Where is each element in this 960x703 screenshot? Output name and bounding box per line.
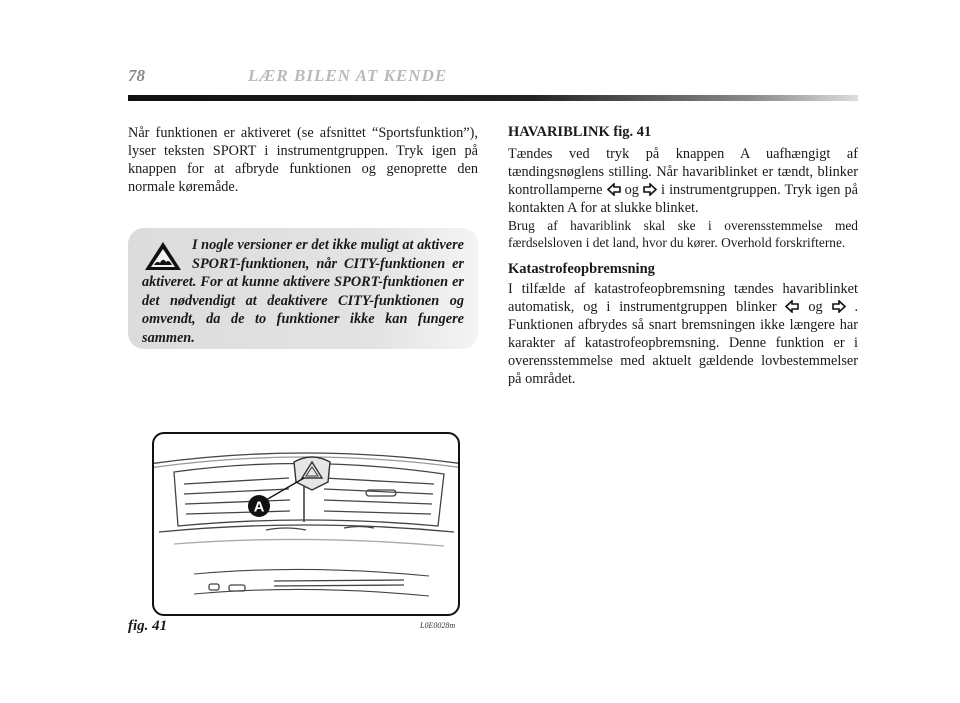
right-column [508, 124, 858, 388]
brake-and: og [808, 299, 823, 315]
left-column [128, 124, 478, 196]
figure-41 [152, 432, 460, 616]
hazard-text-2: i instrumentgruppen. Tryk igen på kontakten A for at slukke blinket. [508, 182, 858, 216]
page-number: 78 [128, 66, 145, 85]
callout-a: A [253, 498, 265, 516]
emergency-brake-subheading: Katastrofeopbremsning [508, 261, 655, 277]
regulation-note: Brug af havariblink skal ske i overensstemmelse med færdselsloven i det land, hvor du kører. Overhold forskrifterne. [508, 218, 858, 250]
warning-triangle-icon [142, 240, 184, 272]
brake-text-2: . Funktionen afbrydes så snart bremsningen ikke længere har karakter af katastrofeopbremsning. Denne funktion er i overensstemmelse med aktuelt gældende lovbestemmelser på området. [508, 299, 859, 387]
arrow-left-icon [785, 300, 799, 313]
arrow-left-icon [607, 183, 621, 196]
header-rule [128, 95, 858, 101]
emergency-brake-paragraph [508, 280, 858, 388]
dashboard-hazard-illustration [154, 434, 458, 614]
figure-label: fig. 41 [128, 618, 168, 634]
brake-text-1: I tilfælde af katastrofeopbremsning tændes havariblinket automatisk, og i instrumentgruppen blinker [508, 281, 858, 315]
hazard-paragraph [508, 145, 858, 217]
arrow-right-icon [832, 300, 846, 313]
warning-text: I nogle versioner er det ikke muligt at aktivere SPORT-funktionen, når CITY-funktionen er aktiveret. For at kunne aktivere SPORT-funktionen er det nødvendigt at deaktivere CITY-funktionen og omvendt, da de to funktioner ikke kan fungere sammen. [142, 237, 464, 346]
arrow-right-icon [643, 183, 657, 196]
running-title: LÆR BILEN AT KENDE [248, 66, 448, 85]
figure-code: L0E0028m [420, 621, 456, 630]
hazard-and-1: og [624, 182, 639, 198]
hazard-heading: HAVARIBLINK fig. 41 [508, 124, 652, 140]
sport-paragraph: Når funktionen er aktiveret (se afsnittet “Sportsfunktion”), lyser teksten SPORT i instrumentgruppen. Tryk igen på knappen for at afbryde funktionen og genoprette den normale køremåde. [128, 125, 478, 195]
hazard-text-1: Tændes ved tryk på knappen A uafhængigt af tændingsnøglens stilling. Når havariblinket er tændt, blinker kontrollamperne [508, 146, 858, 198]
warning-box [128, 228, 478, 349]
